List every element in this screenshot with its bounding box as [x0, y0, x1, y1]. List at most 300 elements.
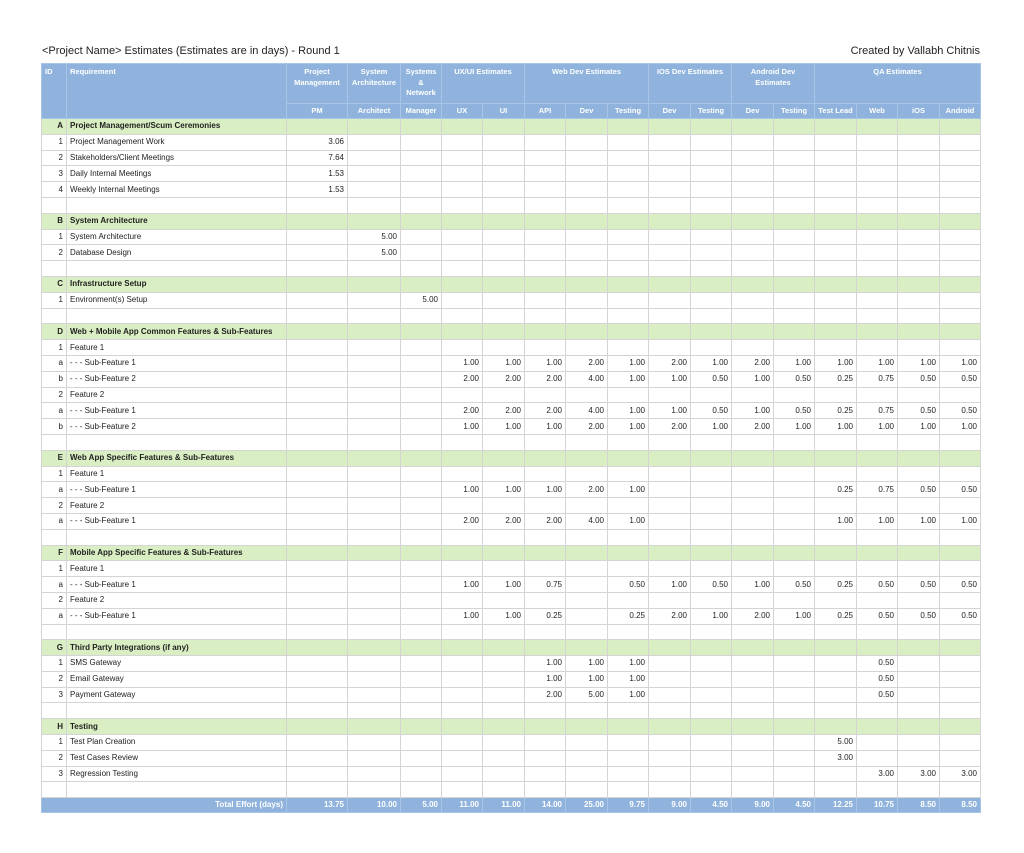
blank-cell: [42, 434, 67, 450]
estimate-cell: [732, 134, 774, 150]
blank-cell: [42, 261, 67, 277]
estimate-cell: 0.75: [525, 577, 566, 593]
estimate-cell: [857, 750, 898, 766]
estimate-cell: 1.00: [442, 608, 483, 624]
table-row: [42, 403, 981, 419]
blank-cell: [649, 197, 691, 213]
requirement-cell: Daily Internal Meetings: [67, 166, 287, 182]
estimate-cell: 1.00: [774, 355, 815, 371]
section-cell: [566, 324, 608, 340]
estimate-cell: [442, 687, 483, 703]
blank-cell: [42, 782, 67, 798]
estimate-cell: [732, 671, 774, 687]
section-cell: [348, 545, 401, 561]
section-cell: [401, 119, 442, 135]
estimate-cell: 1.00: [608, 371, 649, 387]
estimate-cell: [691, 166, 732, 182]
section-id: A: [42, 119, 67, 135]
blank-cell: [67, 529, 287, 545]
estimate-cell: 0.50: [898, 371, 940, 387]
section-cell: [857, 324, 898, 340]
estimate-cell: 2.00: [525, 403, 566, 419]
estimate-cell: 1.00: [483, 419, 525, 435]
row-id: 1: [42, 292, 67, 308]
estimate-cell: [940, 150, 981, 166]
table-row: [42, 340, 981, 356]
section-row: [42, 324, 981, 340]
estimate-cell: [691, 561, 732, 577]
estimate-cell: [348, 735, 401, 751]
blank-cell: [525, 308, 566, 324]
section-row: [42, 719, 981, 735]
estimate-cell: [401, 371, 442, 387]
estimate-cell: 1.00: [691, 608, 732, 624]
estimate-cell: [649, 387, 691, 403]
estimate-cell: [857, 245, 898, 261]
section-cell: [732, 119, 774, 135]
estimate-cell: 0.50: [857, 577, 898, 593]
section-row: [42, 213, 981, 229]
estimate-cell: [815, 561, 857, 577]
blank-cell: [857, 703, 898, 719]
estimate-cell: [401, 513, 442, 529]
section-id: F: [42, 545, 67, 561]
estimate-cell: 1.00: [732, 371, 774, 387]
blank-cell: [608, 434, 649, 450]
blank-cell: [940, 197, 981, 213]
estimate-cell: [815, 656, 857, 672]
blank-cell: [442, 434, 483, 450]
section-cell: [348, 450, 401, 466]
table-row: [42, 735, 981, 751]
estimate-cell: 5.00: [348, 229, 401, 245]
estimate-cell: [401, 182, 442, 198]
estimate-cell: [898, 735, 940, 751]
estimate-cell: [649, 166, 691, 182]
estimate-cell: [348, 355, 401, 371]
estimate-cell: [774, 292, 815, 308]
blank-cell: [815, 529, 857, 545]
estimate-cell: [483, 687, 525, 703]
estimate-cell: [525, 245, 566, 261]
blank-cell: [566, 261, 608, 277]
requirement-cell: Feature 2: [67, 498, 287, 514]
table-row: [42, 608, 981, 624]
estimate-cell: [566, 750, 608, 766]
table-row: [42, 166, 981, 182]
estimate-cell: 0.50: [857, 656, 898, 672]
estimate-cell: [608, 292, 649, 308]
estimate-cell: [940, 561, 981, 577]
blank-cell: [348, 782, 401, 798]
estimate-cell: [401, 134, 442, 150]
estimate-cell: [401, 245, 442, 261]
estimate-cell: 4.00: [566, 513, 608, 529]
row-id: 3: [42, 766, 67, 782]
estimate-cell: 1.00: [815, 355, 857, 371]
estimate-cell: [649, 766, 691, 782]
estimate-cell: [525, 387, 566, 403]
section-cell: [483, 324, 525, 340]
header-qa-group: QA Estimates: [815, 64, 981, 104]
estimate-cell: [732, 766, 774, 782]
estimate-cell: [525, 592, 566, 608]
section-row: [42, 450, 981, 466]
section-title: Project Management/Scum Ceremonies: [67, 119, 287, 135]
section-cell: [483, 719, 525, 735]
blank-cell: [483, 703, 525, 719]
table-row: [42, 656, 981, 672]
section-cell: [608, 719, 649, 735]
estimate-cell: [348, 577, 401, 593]
total-cell: 8.50: [898, 798, 940, 813]
estimate-cell: [691, 687, 732, 703]
section-row: [42, 276, 981, 292]
blank-cell: [401, 197, 442, 213]
estimate-cell: [566, 592, 608, 608]
estimate-cell: [857, 735, 898, 751]
estimate-cell: [774, 656, 815, 672]
estimate-cell: 1.00: [525, 656, 566, 672]
blank-cell: [608, 782, 649, 798]
estimate-cell: 4.00: [566, 371, 608, 387]
section-cell: [898, 276, 940, 292]
estimate-cell: 1.00: [649, 371, 691, 387]
section-cell: [898, 545, 940, 561]
author-credit: Created by Vallabh Chitnis: [850, 45, 980, 57]
estimate-cell: [774, 766, 815, 782]
estimate-cell: [566, 292, 608, 308]
estimate-cell: [401, 592, 442, 608]
estimate-cell: [815, 687, 857, 703]
blank-cell: [442, 529, 483, 545]
estimate-cell: [483, 134, 525, 150]
requirement-cell: Test Plan Creation: [67, 735, 287, 751]
blank-cell: [898, 529, 940, 545]
estimate-cell: [732, 340, 774, 356]
estimate-cell: [566, 182, 608, 198]
section-cell: [525, 640, 566, 656]
blank-cell: [348, 529, 401, 545]
table-row: [42, 150, 981, 166]
section-cell: [815, 450, 857, 466]
estimate-cell: [525, 182, 566, 198]
estimate-cell: 0.50: [774, 403, 815, 419]
header-role-4: UI: [483, 104, 525, 119]
table-row: [42, 482, 981, 498]
estimate-cell: 2.00: [442, 371, 483, 387]
blank-cell: [815, 434, 857, 450]
estimate-cell: 4.00: [566, 403, 608, 419]
estimate-cell: 2.00: [649, 355, 691, 371]
row-id: 2: [42, 387, 67, 403]
total-label: Total Effort (days): [42, 798, 287, 813]
blank-cell: [566, 782, 608, 798]
section-cell: [649, 324, 691, 340]
estimate-cell: [649, 656, 691, 672]
estimate-cell: 1.00: [857, 513, 898, 529]
estimate-cell: [348, 671, 401, 687]
blank-cell: [483, 434, 525, 450]
table-row: [42, 561, 981, 577]
estimate-cell: [649, 229, 691, 245]
estimate-cell: 1.00: [857, 419, 898, 435]
estimate-cell: [483, 466, 525, 482]
section-cell: [525, 450, 566, 466]
estimate-cell: [691, 182, 732, 198]
estimate-cell: [940, 656, 981, 672]
section-cell: [608, 276, 649, 292]
header-role-8: Dev: [649, 104, 691, 119]
blank-cell: [525, 782, 566, 798]
estimate-cell: [940, 735, 981, 751]
estimate-cell: [348, 482, 401, 498]
header-role-7: Testing: [608, 104, 649, 119]
estimate-cell: [608, 498, 649, 514]
estimate-cell: 1.00: [940, 513, 981, 529]
estimate-cell: [566, 229, 608, 245]
estimate-cell: [691, 245, 732, 261]
section-cell: [287, 213, 348, 229]
estimate-cell: [774, 513, 815, 529]
section-cell: [940, 450, 981, 466]
estimate-cell: [401, 150, 442, 166]
estimate-cell: [401, 403, 442, 419]
blank-row: [42, 703, 981, 719]
section-cell: [608, 119, 649, 135]
section-cell: [649, 119, 691, 135]
estimate-cell: [348, 513, 401, 529]
blank-cell: [67, 703, 287, 719]
blank-cell: [348, 197, 401, 213]
section-cell: [774, 545, 815, 561]
section-cell: [401, 276, 442, 292]
estimate-cell: 0.25: [815, 371, 857, 387]
estimate-cell: [732, 387, 774, 403]
section-cell: [857, 719, 898, 735]
estimate-cell: [940, 340, 981, 356]
blank-cell: [649, 434, 691, 450]
section-cell: [442, 276, 483, 292]
requirement-cell: - - - Sub-Feature 1: [67, 355, 287, 371]
estimate-cell: [287, 482, 348, 498]
section-cell: [940, 276, 981, 292]
blank-cell: [732, 197, 774, 213]
section-cell: [649, 213, 691, 229]
estimate-cell: [691, 498, 732, 514]
section-cell: [649, 640, 691, 656]
header-sys-group: Systems & Network: [401, 64, 442, 104]
estimate-cell: [401, 166, 442, 182]
estimate-cell: [940, 466, 981, 482]
section-cell: [442, 324, 483, 340]
estimate-cell: [442, 150, 483, 166]
estimate-cell: 1.00: [483, 482, 525, 498]
blank-cell: [649, 782, 691, 798]
blank-cell: [649, 529, 691, 545]
estimate-cell: [940, 592, 981, 608]
blank-cell: [691, 529, 732, 545]
estimate-cell: [857, 292, 898, 308]
estimate-cell: [608, 340, 649, 356]
estimate-cell: 0.50: [898, 608, 940, 624]
estimate-cell: 0.50: [691, 371, 732, 387]
estimate-cell: [525, 561, 566, 577]
estimate-cell: [815, 592, 857, 608]
row-id: 2: [42, 498, 67, 514]
table-row: [42, 182, 981, 198]
header-role-5: API: [525, 104, 566, 119]
estimate-cell: [348, 150, 401, 166]
estimate-cell: [649, 687, 691, 703]
blank-cell: [815, 197, 857, 213]
total-cell: 13.75: [287, 798, 348, 813]
header-row-groups: [42, 64, 981, 104]
blank-cell: [401, 261, 442, 277]
estimate-cell: [898, 134, 940, 150]
blank-row: [42, 782, 981, 798]
blank-cell: [287, 434, 348, 450]
estimate-cell: [287, 419, 348, 435]
estimate-cell: [691, 735, 732, 751]
section-cell: [608, 213, 649, 229]
estimate-cell: [649, 150, 691, 166]
section-cell: [401, 450, 442, 466]
estimate-cell: 1.00: [691, 355, 732, 371]
blank-cell: [857, 197, 898, 213]
estimate-cell: 3.00: [940, 766, 981, 782]
requirement-cell: - - - Sub-Feature 1: [67, 482, 287, 498]
estimate-cell: 1.00: [815, 419, 857, 435]
total-cell: 10.00: [348, 798, 401, 813]
section-cell: [732, 719, 774, 735]
estimates-table: [41, 63, 981, 813]
estimate-cell: 1.00: [608, 403, 649, 419]
estimate-cell: [898, 150, 940, 166]
estimate-cell: [815, 387, 857, 403]
row-id: a: [42, 608, 67, 624]
estimate-cell: [857, 134, 898, 150]
estimate-cell: 3.06: [287, 134, 348, 150]
blank-cell: [608, 261, 649, 277]
section-cell: [348, 640, 401, 656]
estimate-cell: [348, 134, 401, 150]
estimate-cell: 2.00: [442, 513, 483, 529]
header-role-1: Architect: [348, 104, 401, 119]
blank-cell: [525, 434, 566, 450]
estimate-cell: 1.00: [442, 419, 483, 435]
header-role-15: Android: [940, 104, 981, 119]
section-cell: [566, 213, 608, 229]
estimate-cell: [732, 561, 774, 577]
estimate-cell: 1.00: [608, 671, 649, 687]
blank-cell: [608, 308, 649, 324]
estimate-cell: [287, 766, 348, 782]
section-cell: [857, 545, 898, 561]
estimate-cell: 0.50: [898, 482, 940, 498]
blank-cell: [898, 782, 940, 798]
estimate-cell: [857, 561, 898, 577]
blank-cell: [608, 529, 649, 545]
estimate-cell: [442, 656, 483, 672]
estimate-cell: [525, 498, 566, 514]
estimate-cell: [898, 387, 940, 403]
estimate-cell: [608, 229, 649, 245]
section-cell: [483, 213, 525, 229]
section-cell: [566, 119, 608, 135]
estimate-cell: [732, 150, 774, 166]
estimate-cell: [401, 419, 442, 435]
estimate-cell: [566, 608, 608, 624]
estimate-cell: [732, 750, 774, 766]
blank-cell: [287, 703, 348, 719]
estimate-cell: [940, 134, 981, 150]
header-requirement: Requirement: [67, 64, 287, 119]
estimate-cell: [691, 750, 732, 766]
blank-cell: [566, 197, 608, 213]
row-id: a: [42, 482, 67, 498]
blank-cell: [691, 197, 732, 213]
estimate-cell: [691, 513, 732, 529]
estimate-cell: 0.50: [898, 577, 940, 593]
blank-cell: [67, 624, 287, 640]
section-id: C: [42, 276, 67, 292]
row-id: b: [42, 371, 67, 387]
sheet-title: <Project Name> Estimates (Estimates are in days) - Round 1: [42, 45, 340, 57]
blank-cell: [815, 308, 857, 324]
estimate-cell: [442, 592, 483, 608]
estimate-cell: [348, 656, 401, 672]
row-id: 2: [42, 150, 67, 166]
estimate-cell: [774, 134, 815, 150]
estimate-cell: [691, 466, 732, 482]
section-cell: [442, 450, 483, 466]
estimate-cell: 0.50: [691, 577, 732, 593]
estimate-cell: [608, 735, 649, 751]
section-cell: [401, 719, 442, 735]
blank-cell: [42, 703, 67, 719]
blank-cell: [348, 308, 401, 324]
estimate-cell: [287, 292, 348, 308]
section-cell: [940, 719, 981, 735]
section-cell: [401, 324, 442, 340]
blank-cell: [42, 624, 67, 640]
estimate-cell: [483, 340, 525, 356]
estimate-cell: 0.50: [608, 577, 649, 593]
estimate-cell: 1.00: [608, 355, 649, 371]
estimate-cell: 0.50: [857, 671, 898, 687]
estimate-cell: 0.25: [525, 608, 566, 624]
blank-row: [42, 529, 981, 545]
estimate-cell: 1.00: [940, 355, 981, 371]
header-role-14: iOS: [898, 104, 940, 119]
requirement-cell: Payment Gateway: [67, 687, 287, 703]
estimate-cell: 0.50: [774, 577, 815, 593]
estimate-cell: [940, 687, 981, 703]
estimate-cell: [732, 229, 774, 245]
section-cell: [691, 213, 732, 229]
blank-cell: [815, 261, 857, 277]
estimate-cell: [649, 561, 691, 577]
estimate-cell: 2.00: [525, 687, 566, 703]
requirement-cell: Feature 2: [67, 592, 287, 608]
estimate-cell: 1.00: [566, 656, 608, 672]
table-row: [42, 592, 981, 608]
estimate-cell: [898, 592, 940, 608]
estimate-cell: [287, 671, 348, 687]
row-id: 1: [42, 561, 67, 577]
blank-cell: [898, 197, 940, 213]
